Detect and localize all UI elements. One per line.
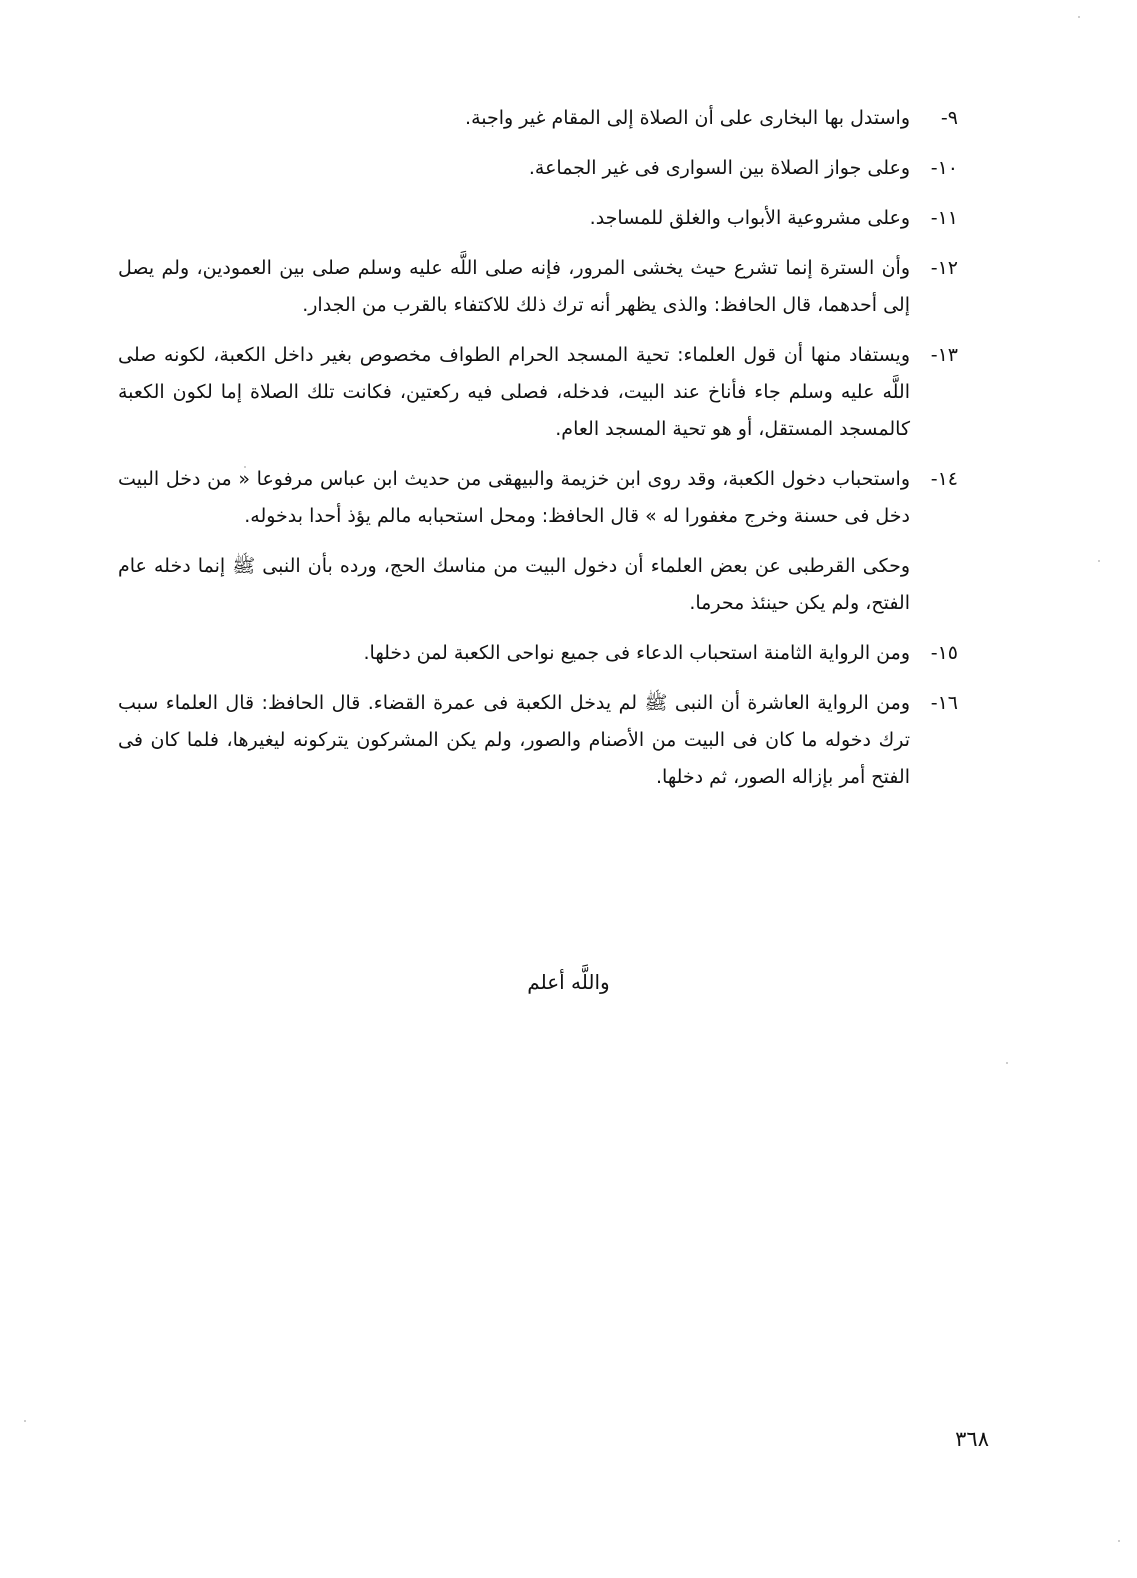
page-body: [118, 100, 958, 809]
scan-speck: [1098, 560, 1100, 562]
item-text: ومن الرواية العاشرة أن النبى ﷺ لم يدخل الكعبة فى عمرة القضاء. قال الحافظ: قال العلماء سبب ترك دخوله ما كان فى البيت من الأصنام والصور، ولم يكن المشركون يتركونه ليغيرها، فلما كان فى الفتح أمر بإزاله الصور، ثم دخلها.: [118, 692, 910, 788]
item-number: ١٤-: [930, 468, 958, 490]
list-item-16: [118, 685, 958, 796]
item-text: ومن الرواية الثامنة استحباب الدعاء فى جميع نواحى الكعبة لمن دخلها.: [363, 642, 910, 664]
item-text: واستدل بها البخارى على أن الصلاة إلى المقام غير واجبة.: [465, 107, 910, 129]
scan-speck: [1006, 1062, 1008, 1064]
list-item-14: [118, 461, 958, 535]
scan-speck: [1078, 16, 1080, 18]
closing-phrase: واللَّه أعلم: [527, 970, 610, 994]
item-number: ٩-: [940, 107, 958, 129]
note-paragraph: وحكى القرطبى عن بعض العلماء أن دخول البيت من مناسك الحج، ورده بأن النبى ﷺ إنما دخله عام الفتح، ولم يكن حينئذ محرما.: [118, 555, 910, 614]
scan-speck: [1118, 1540, 1120, 1542]
item-number: ١١-: [930, 207, 958, 229]
item-number: ١٣-: [930, 344, 958, 366]
page-number: ٣٦٨: [955, 1427, 989, 1451]
list-item-13: [118, 337, 958, 448]
scan-speck: [244, 466, 246, 468]
item-text: ويستفاد منها أن قول العلماء: تحية المسجد الحرام الطواف مخصوص بغير داخل الكعبة، لكونه صلى اللَّه عليه وسلم جاء فأناخ عند البيت، فدخله، فصلى فيه ركعتين، فكانت تلك الصلاة إما لكون الكعبة كالمسجد المستقل، أو هو تحية المسجد العام.: [118, 344, 910, 440]
item-number: ١٠-: [930, 157, 958, 179]
item-number: ١٦-: [930, 692, 958, 714]
item-text: واستحباب دخول الكعبة، وقد روى ابن خزيمة والبيهقى من حديث ابن عباس مرفوعا « من دخل البيت دخل فى حسنة وخرج مغفورا له » قال الحافظ: ومحل استحبابه مالم يؤذ أحدا بدخوله.: [118, 468, 910, 527]
item-number: ١٥-: [930, 642, 958, 664]
item-text: وعلى جواز الصلاة بين السوارى فى غير الجماعة.: [528, 157, 910, 179]
list-item-9: [118, 100, 958, 137]
list-item-11: [118, 200, 958, 237]
item-number: ١٢-: [930, 257, 958, 279]
list-item-12: [118, 250, 958, 324]
list-item-15: [118, 635, 958, 672]
item-text: وأن السترة إنما تشرع حيث يخشى المرور، فإنه صلى اللَّه عليه وسلم صلى بين العمودين، ولم يصل إلى أحدهما، قال الحافظ: والذى يظهر أنه ترك ذلك للاكتفاء بالقرب من الجدار.: [118, 257, 910, 316]
list-item-10: [118, 150, 958, 187]
item-text: وعلى مشروعية الأبواب والغلق للمساجد.: [589, 207, 910, 229]
scan-speck: [24, 1420, 26, 1422]
